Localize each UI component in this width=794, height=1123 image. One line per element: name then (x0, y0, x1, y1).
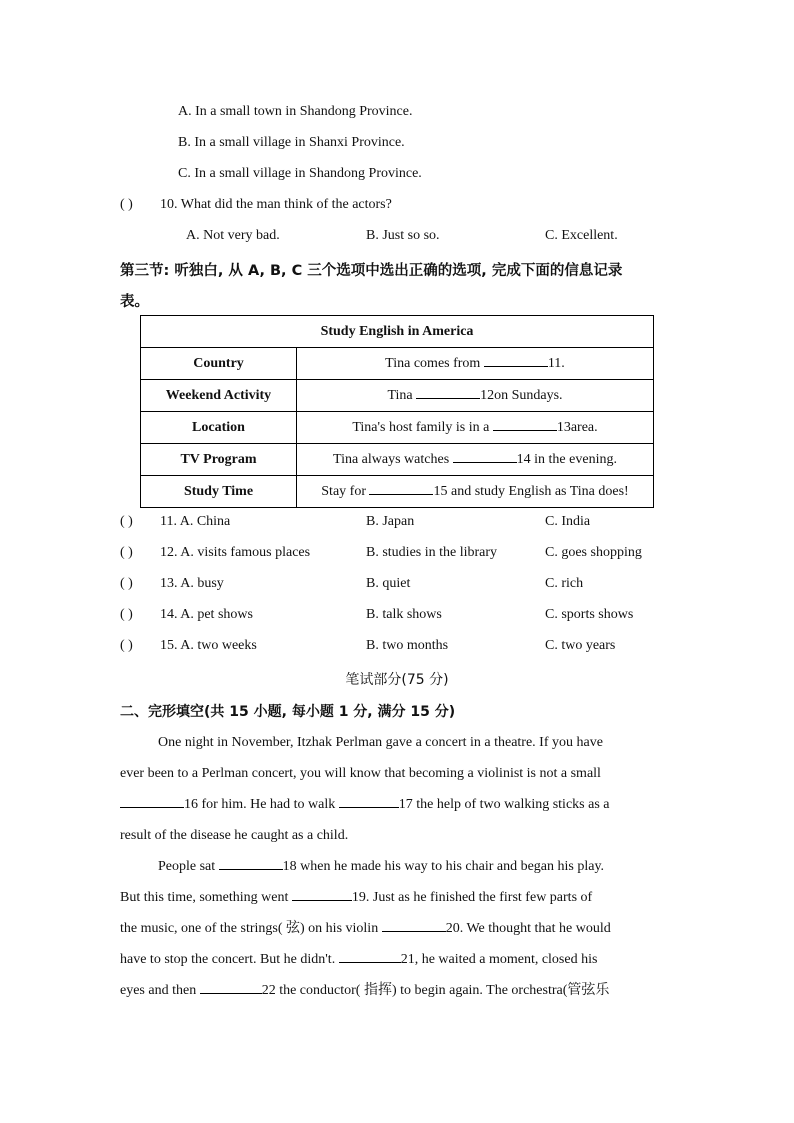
text-line: have to stop the concert. But he didn't. 21, he waited a moment, closed his (120, 952, 598, 967)
answer-blank[interactable] (453, 461, 517, 463)
table-row-country (141, 348, 654, 380)
question-15-option-c: C. two years (545, 638, 616, 653)
q9-option-c: C. In a small village in Shandong Province. (178, 166, 422, 181)
answer-paren[interactable]: ( ) (120, 607, 133, 622)
question-14-option-c: C. sports shows (545, 607, 634, 622)
question-12-option-b: B. studies in the library (366, 545, 498, 560)
question-11-option-c: C. India (545, 514, 591, 529)
row-value: Tina 12on Sundays. (297, 380, 654, 412)
question-14-option-b: B. talk shows (366, 607, 442, 622)
answer-blank[interactable] (382, 930, 446, 932)
text-line: People sat 18 when he made his way to his chair and began his play. (158, 859, 605, 874)
text-line: ever been to a Perlman concert, you will know that becoming a violinist is not a small (120, 766, 601, 781)
q9-option-b: B. In a small village in Shanxi Province. (178, 135, 405, 150)
answer-blank[interactable] (200, 992, 262, 994)
section3-instruction-cont: 表。 (120, 294, 149, 310)
written-part-title: 笔试部分(75 分) (345, 672, 449, 688)
answer-blank[interactable] (339, 961, 401, 963)
text-line: One night in November, Itzhak Perlman gave a concert in a theatre. If you have (158, 735, 603, 750)
text-line: the music, one of the strings( 弦) on his violin 20. We thought that he would (120, 921, 611, 936)
answer-blank[interactable] (219, 868, 283, 870)
table-row-weekend (141, 380, 654, 412)
q10-option-a: A. Not very bad. (186, 228, 280, 243)
text-line: eyes and then 22 the conductor( 指挥) to begin again. The orchestra(管弦乐 (120, 983, 610, 998)
answer-blank[interactable] (339, 806, 399, 808)
row-value: Stay for 15 and study English as Tina does! (297, 476, 654, 508)
question-15-option-a: 15. A. two weeks (160, 638, 257, 653)
question-15-option-b: B. two months (366, 638, 449, 653)
row-label: Location (141, 412, 297, 444)
cloze-paragraph-1 (120, 733, 674, 857)
table-title: Study English in America (141, 316, 654, 348)
answer-blank[interactable] (484, 365, 548, 367)
q9-option-a: A. In a small town in Shandong Province. (178, 104, 413, 119)
cloze-paragraph-2 (120, 857, 674, 1012)
question-12-option-a: 12. A. visits famous places (160, 545, 311, 560)
row-value: Tina comes from 11. (297, 348, 654, 380)
q10-answer-paren: ( ) (120, 197, 133, 212)
question-12-option-c: C. goes shopping (545, 545, 642, 560)
cloze-heading: 二、完形填空(共 15 小题, 每小题 1 分, 满分 15 分) (120, 704, 456, 720)
q10-option-b: B. Just so so. (366, 228, 440, 243)
answer-blank[interactable] (369, 493, 433, 495)
row-value: Tina's host family is in a 13area. (297, 412, 654, 444)
text-line: 16 for him. He had to walk 17 the help of two walking sticks as a (120, 795, 674, 826)
row-value: Tina always watches 14 in the evening. (297, 444, 654, 476)
answer-paren[interactable]: ( ) (120, 638, 133, 653)
answer-paren[interactable]: ( ) (120, 545, 133, 560)
answer-paren[interactable]: ( ) (120, 576, 133, 591)
row-label: TV Program (141, 444, 297, 476)
row-label: Weekend Activity (141, 380, 297, 412)
section3-instruction: 第三节: 听独白, 从 A, B, C 三个选项中选出正确的选项, 完成下面的信息记录 (120, 263, 623, 279)
question-13-option-c: C. rich (545, 576, 584, 591)
info-record-table (140, 315, 654, 508)
question-13-option-a: 13. A. busy (160, 576, 224, 591)
answer-blank[interactable] (493, 429, 557, 431)
answer-blank[interactable] (416, 397, 480, 399)
answer-blank[interactable] (120, 806, 184, 808)
table-row-study-time (141, 476, 654, 508)
text-line: result of the disease he caught as a child. (120, 828, 349, 843)
answer-blank[interactable] (292, 899, 352, 901)
table-row-tv (141, 444, 654, 476)
text-line: But this time, something went 19. Just as he finished the first few parts of (120, 890, 593, 905)
question-14-option-a: 14. A. pet shows (160, 607, 253, 622)
q10-stem: 10. What did the man think of the actors? (160, 197, 392, 212)
row-label: Study Time (141, 476, 297, 508)
question-11-option-a: 11. A. China (160, 514, 231, 529)
row-label: Country (141, 348, 297, 380)
table-row-location (141, 412, 654, 444)
question-13-option-b: B. quiet (366, 576, 411, 591)
q10-option-c: C. Excellent. (545, 228, 618, 243)
answer-paren[interactable]: ( ) (120, 514, 133, 529)
question-11-option-b: B. Japan (366, 514, 415, 529)
